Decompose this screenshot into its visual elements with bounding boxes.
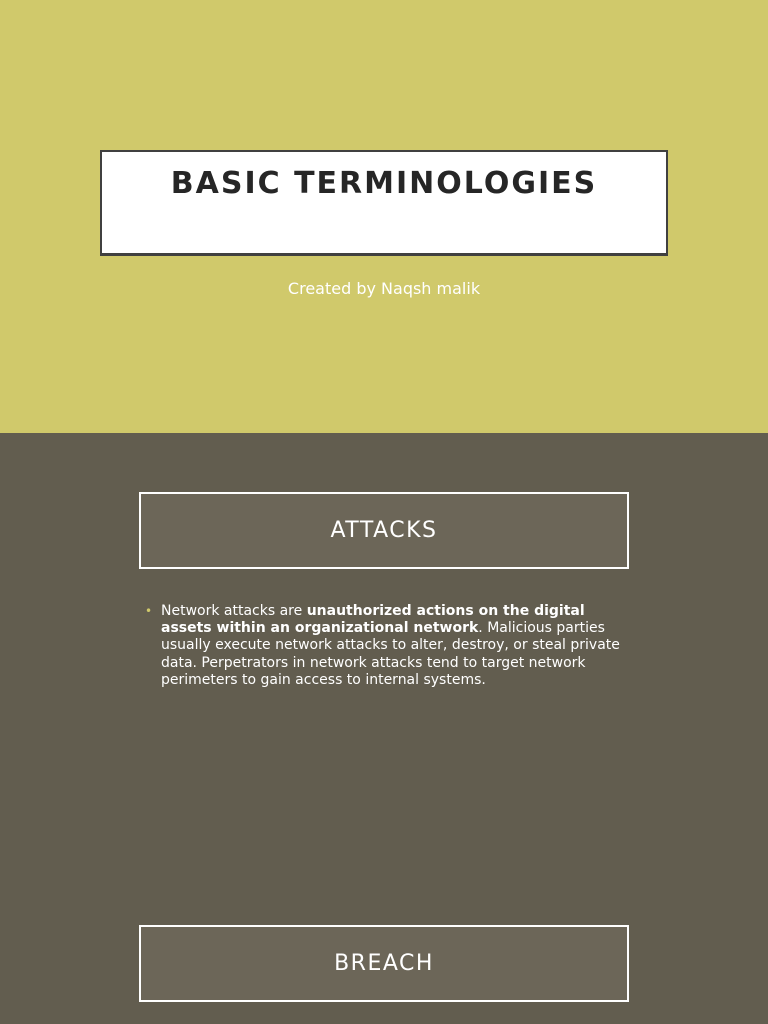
slide-subtitle: Created by Naqsh malik	[287, 279, 481, 298]
title-box	[100, 150, 668, 256]
bullet-text-bold: unauthorized actions on the digital assets within an organizational network	[161, 603, 585, 637]
bullet-marker: •	[145, 604, 153, 618]
bullet-text-part1: Network attacks are	[161, 603, 307, 619]
attacks-heading-box	[139, 492, 629, 569]
attacks-heading: ATTACKS	[330, 518, 438, 543]
breach-heading-box	[139, 925, 629, 1002]
bullet-list	[145, 603, 625, 689]
content-slide	[0, 433, 768, 1024]
bullet-text-part2: . Malicious parties usually execute network attacks to alter, destroy, or steal private data. Perpetrators in network attacks tend to target network perimeters to gain access to internal systems.	[161, 620, 620, 688]
bullet-item	[161, 603, 625, 689]
breach-heading: BREACH	[334, 951, 434, 976]
slide-title: BASIC TERMINOLOGIES	[170, 166, 598, 201]
title-slide	[0, 0, 768, 433]
